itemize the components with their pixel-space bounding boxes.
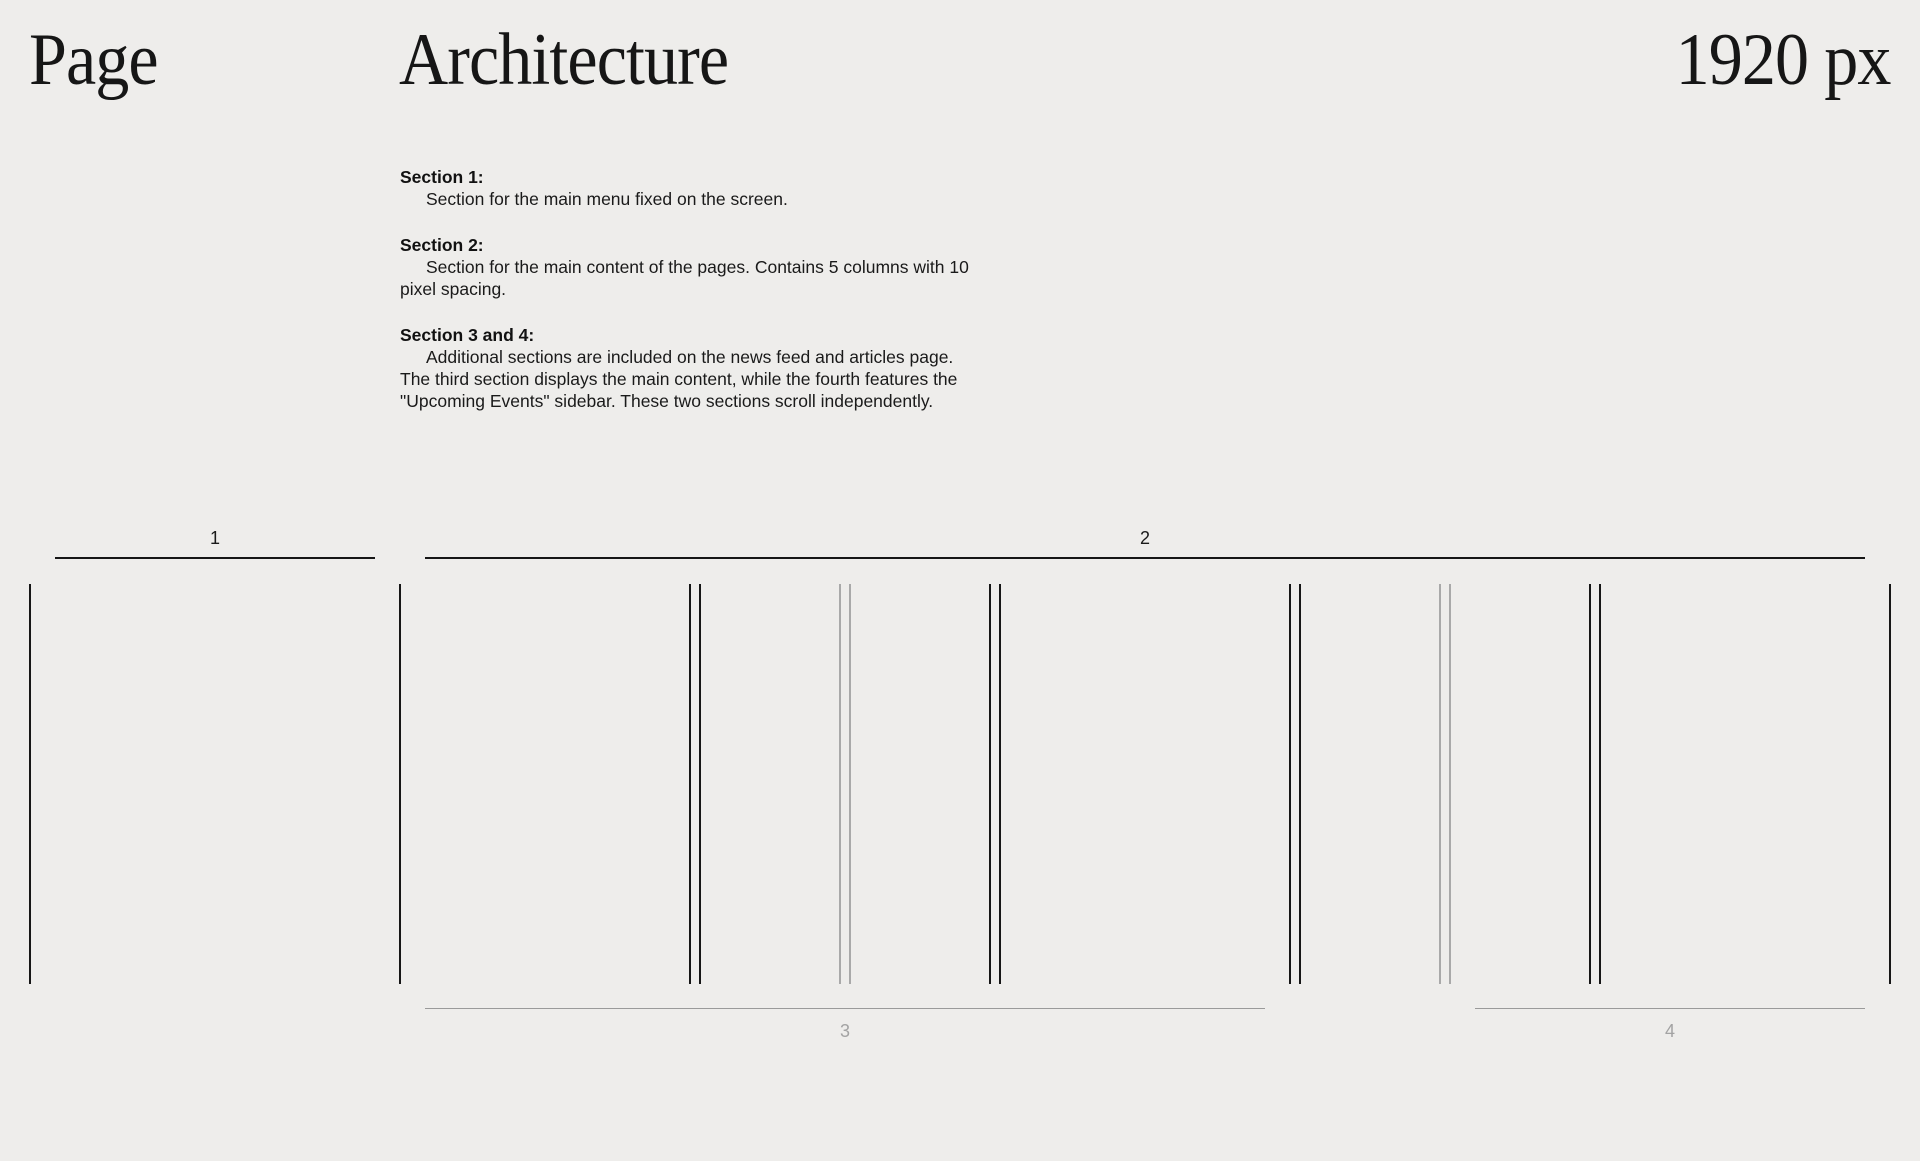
column-3-left-line <box>999 584 1001 984</box>
section-4-span-line <box>1475 1008 1865 1009</box>
architecture-title: Architecture <box>399 19 729 101</box>
note-heading: Section 1: <box>400 167 484 187</box>
column-4-left-line <box>1299 584 1301 984</box>
section-3-gap-line <box>849 584 851 984</box>
column-5-left-line <box>1599 584 1601 984</box>
note-body: Additional sections are included on the news feed and articles page. The third section displays the main content, while the fourth features the "Upcoming Events" sidebar. These two sections scroll independently. <box>400 347 958 411</box>
page-right-edge-line <box>1889 584 1891 984</box>
section-1-right-edge-line <box>399 584 401 984</box>
note-body: Section for the main menu fixed on the screen. <box>426 189 788 209</box>
section-1-span-line <box>55 557 375 559</box>
section-1-label: 1 <box>209 528 220 548</box>
page-title: Page <box>29 19 158 101</box>
column-2-left-line <box>699 584 701 984</box>
note-section-2 <box>400 234 980 300</box>
section-notes <box>400 166 980 436</box>
note-heading: Section 3 and 4: <box>400 325 535 345</box>
section-2-label: 2 <box>1139 528 1150 548</box>
page-width-title: 1920 px <box>1675 19 1890 101</box>
note-body: Section for the main content of the pages. Contains 5 columns with 10 pixel spacing. <box>400 257 969 299</box>
column-2-right-line <box>989 584 991 984</box>
section-3-gap-line <box>839 584 841 984</box>
section-4-gap-line <box>1449 584 1451 984</box>
section-3-label: 3 <box>839 1021 850 1041</box>
page-left-edge-line <box>29 584 31 984</box>
section-4-label: 4 <box>1664 1021 1675 1041</box>
column-4-right-line <box>1589 584 1591 984</box>
column-1-right-line <box>689 584 691 984</box>
section-3-span-line <box>425 1008 1265 1009</box>
section-4-gap-line <box>1439 584 1441 984</box>
note-heading: Section 2: <box>400 235 484 255</box>
column-3-right-line <box>1289 584 1291 984</box>
section-2-span-line <box>425 557 1865 559</box>
note-section-3-4 <box>400 324 980 412</box>
note-section-1 <box>400 166 980 210</box>
